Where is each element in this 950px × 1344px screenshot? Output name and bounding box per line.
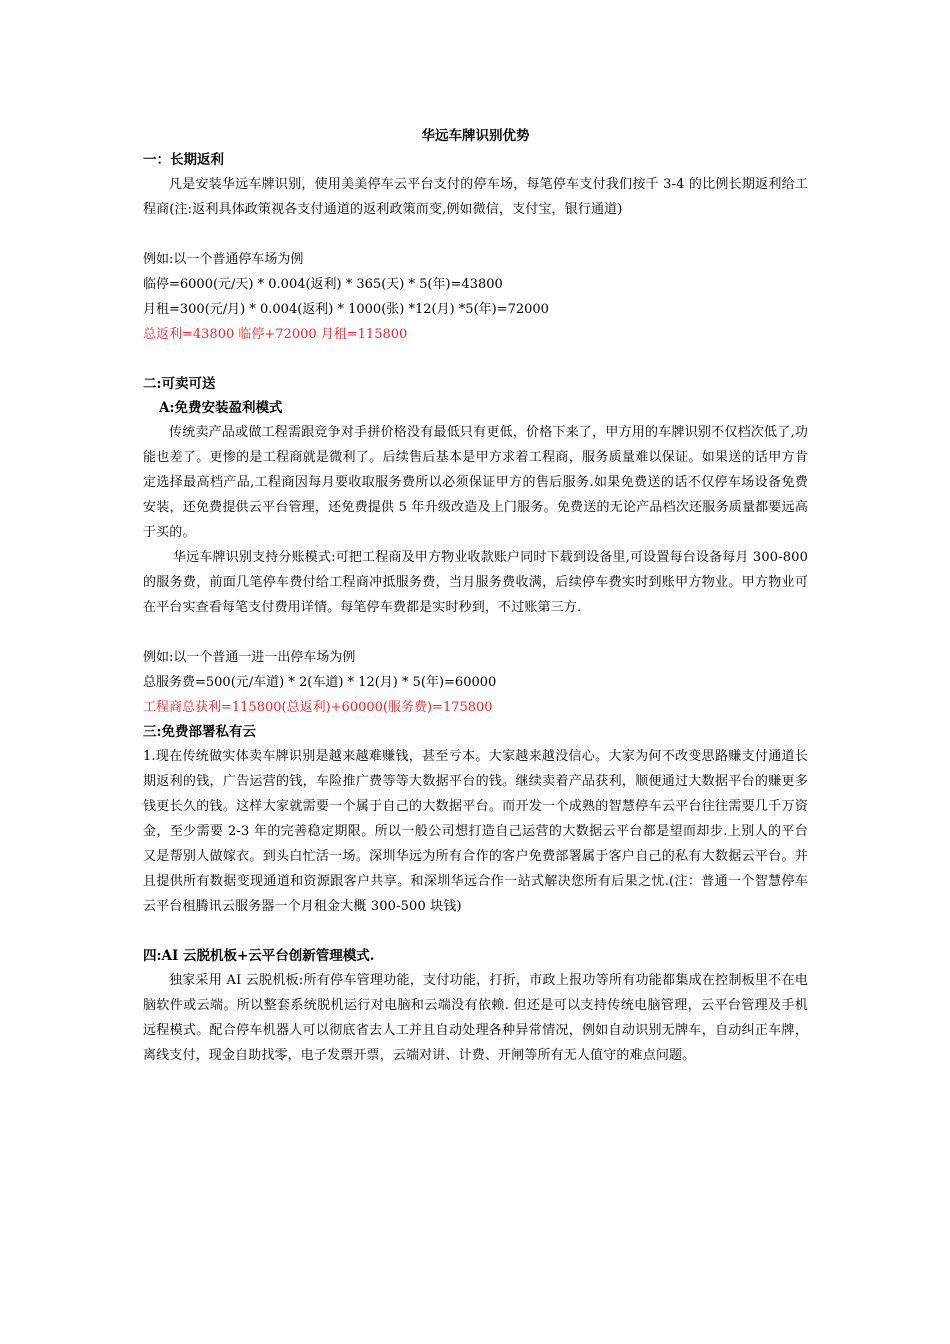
section-2-heading: 二:可卖可送 bbox=[143, 376, 216, 392]
section-1-paragraph: 凡是安装华远车牌识别，使用美美停车云平台支付的停车场，每笔停车支付我们按千 3-4 的比例长期返利给工程商(注:返利具体政策视各支付通道的返利政策而变,例如微信，支付宝，银行通道) bbox=[143, 177, 808, 217]
section-2-example-intro: 例如:以一个普通一进一出停车场为例 bbox=[143, 650, 356, 665]
section-2-paragraph-2: 华远车牌识别支持分账模式:可把工程商及甲方物业收款账户同时下载到设备里,可设置每台设备每月 300-800 的服务费，前面几笔停车费付给工程商冲抵服务费，当月服务费收满，后续停车费实时到账甲方物业。甲方物业可在平台实查看每笔支付费用详情。每笔停车费都是实时秒到，不过账第三方. bbox=[143, 550, 808, 615]
section-1-calc-monthly: 月租=300(元/月) * 0.004(返利) * 1000(张) *12(月) *5(年)=72000 bbox=[143, 302, 549, 317]
blank-line bbox=[143, 620, 808, 645]
section-2-calc-service-fee: 总服务费=500(元/车道) * 2(车道) * 12(月) * 5(年)=60000 bbox=[143, 675, 497, 690]
blank-line bbox=[143, 919, 808, 944]
section-2a-heading: A:免费安装盈利模式 bbox=[159, 400, 283, 416]
document-title: 华远车牌识别优势 bbox=[421, 128, 530, 144]
section-3-paragraph: 1.现在传统做实体卖车牌识别是越来越难赚钱，甚至亏本。大家越来越没信心。大家为何不改变思路赚支付通道长期返利的钱，广告运营的钱，车险推广费等等大数据平台的钱。继续卖着产品获利，顺便通过大数据平台的赚更多钱更长久的钱。这样大家就需要一个属于自己的大数据平台。而开发一个成熟的智慧停车云平台往往需要几千万资金，至少需要 2-3 年的完善稳定期限。所以一般公司想打造自己运营的大数据云平台都是望而却步.上别人的平台又是帮别人做嫁衣。到头白忙活一场。深圳华远为所有合作的客户免费部署属于客户自己的私有大数据云平台。并且提供所有数据变现通道和资源跟客户共享。和深圳华远合作一站式解决您所有后果之忧.(注：普通一个智慧停车云平台租腾讯云服务器一个月租金大概 300-500 块钱) bbox=[143, 749, 808, 914]
section-4-heading: 四:AI 云脱机板+云平台创新管理模式. bbox=[143, 948, 375, 964]
section-2-paragraph-1: 传统卖产品或做工程需跟竞争对手拼价格没有最低只有更低，价格下来了，甲方用的车牌识别不仅档次低了,功能也差了。更惨的是工程商就是微利了。后续售后基本是甲方求着工程商，服务质量难以保证。如果送的话甲方肯定选择最高档产品,工程商因每月要收取服务费所以必须保证甲方的售后服务.如果免费送的话不仅停车场设备免费安装，还免费提供云平台管理，还免费提供 5 年升级改造及上门服务。免费送的无论产品档次还服务质量都要远高于买的。 bbox=[143, 425, 808, 540]
section-1-calc-temporary: 临停=6000(元/天) * 0.004(返利) * 365(天) * 5(年)=43800 bbox=[143, 277, 503, 292]
section-3-heading: 三:免费部署私有云 bbox=[143, 724, 256, 740]
section-2-total-profit: 工程商总获利=115800(总返利)+60000(服务费)=175800 bbox=[143, 700, 493, 715]
blank-line bbox=[143, 222, 808, 247]
blank-line bbox=[143, 347, 808, 372]
section-4-paragraph: 独家采用 AI 云脱机板:所有停车管理功能，支付功能，打折，市政上报功等所有功能都集成在控制板里不在电脑软件或云端。所以整套系统脱机运行对电脑和云端没有依赖. 但还是可以支持传统电脑管理，云平台管理及手机远程模式。配合停车机器人可以彻底省去人工并且自动处理各种异常情况，例如自动识别无牌车，自动纠正车牌，离线支付，现金自助找零，电子发票开票，云端对讲、计费、开闸等所有无人值守的难点问题。 bbox=[143, 973, 808, 1063]
section-1-heading: 一：长期返利 bbox=[143, 152, 224, 168]
section-1-example-intro: 例如:以一个普通停车场为例 bbox=[143, 252, 304, 267]
document-page bbox=[143, 124, 808, 1068]
section-1-total-rebate: 总返利=43800 临停+72000 月租=115800 bbox=[143, 327, 408, 342]
